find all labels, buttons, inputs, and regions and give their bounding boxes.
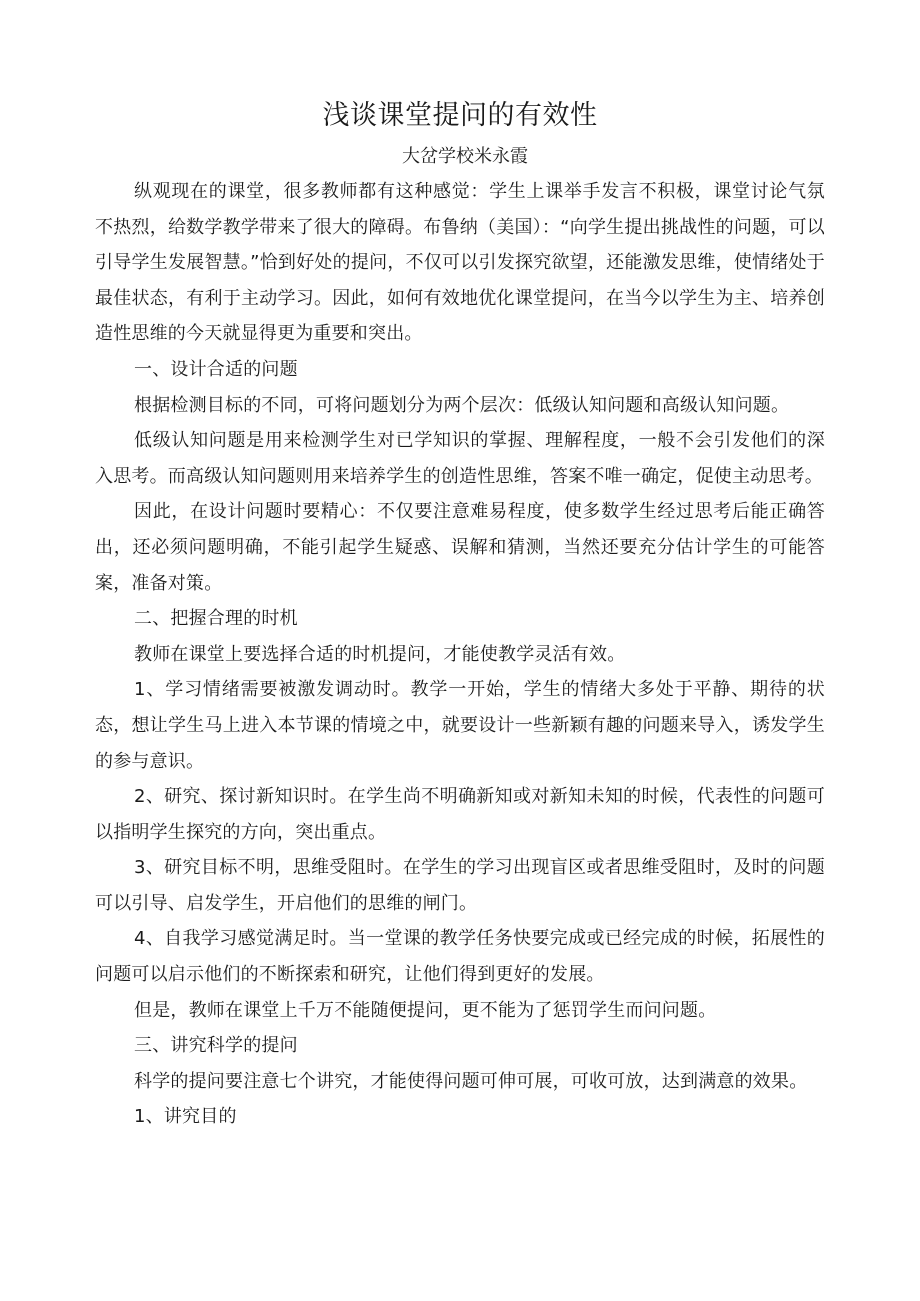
list-item-paragraph: 4、自我学习感觉满足时。当一堂课的教学任务快要完成或已经完成的时候，拓展性的问题可以启示他们的不断探索和研究，让他们得到更好的发展。 [95, 928, 825, 986]
section-heading-3: 三、讲究科学的提问 [134, 1035, 298, 1057]
section-heading-2: 二、把握合理的时机 [134, 608, 298, 630]
document-body [95, 174, 825, 1135]
list-item-paragraph: 1、学习情绪需要被激发调动时。教学一开始，学生的情绪大多处于平静、期待的状态，想让学生马上进入本节课的情境之中，就要设计一些新颖有趣的问题来导入，诱发学生的参与意识。 [95, 679, 825, 772]
list-item-paragraph: 2、研究、探讨新知识时。在学生尚不明确新知或对新知未知的时候，代表性的问题可以指明学生探究的方向，突出重点。 [95, 786, 825, 843]
paragraph: 因此，在设计问题时要精心：不仅要注意难易程度，使多数学生经过思考后能正确答出，还必须问题明确，不能引起学生疑惑、误解和猜测，当然还要充分估计学生的可能答案，准备对策。 [95, 501, 825, 594]
paragraph: 根据检测目标的不同，可将问题划分为两个层次：低级认知问题和高级认知问题。 [134, 394, 790, 416]
paragraph-intro: 纵观现在的课堂，很多教师都有这种感觉：学生上课举手发言不积极，课堂讨论气氛不热烈，给数学教学带来了很大的障碍。布鲁纳（美国）：“向学生提出挑战性的问题，可以引导学生发展智慧。”恰到好处的提问，不仅可以引发探究欲望，还能激发思维，使情绪处于最佳状态，有利于主动学习。因此，如何有效地优化课堂提问，在当今以学生为主、培养创造性思维的今天就显得更为重要和突出。 [95, 181, 825, 345]
paragraph: 低级认知问题是用来检测学生对已学知识的掌握、理解程度，一般不会引发他们的深入思考。而高级认知问题则用来培养学生的创造性思维，答案不唯一确定，促使主动思考。 [95, 430, 825, 487]
document-author: 大岔学校米永霞 [402, 146, 528, 167]
document-title: 浅谈课堂提问的有效性 [322, 100, 598, 131]
paragraph: 科学的提问要注意七个讲究，才能使得问题可伸可展，可收可放，达到满意的效果。 [134, 1070, 808, 1092]
list-item-paragraph: 3、研究目标不明，思维受阻时。在学生的学习出现盲区或者思维受阻时，及时的问题可以引导、启发学生，开启他们的思维的闸门。 [95, 857, 825, 914]
paragraph: 但是，教师在课堂上千万不能随便提问，更不能为了惩罚学生而问问题。 [134, 999, 717, 1021]
section-heading-1: 一、设计合适的问题 [134, 358, 298, 380]
subsection-heading: 1、讲究目的 [134, 1106, 237, 1128]
paragraph: 教师在课堂上要选择合适的时机提问，才能使教学灵活有效。 [134, 643, 626, 665]
